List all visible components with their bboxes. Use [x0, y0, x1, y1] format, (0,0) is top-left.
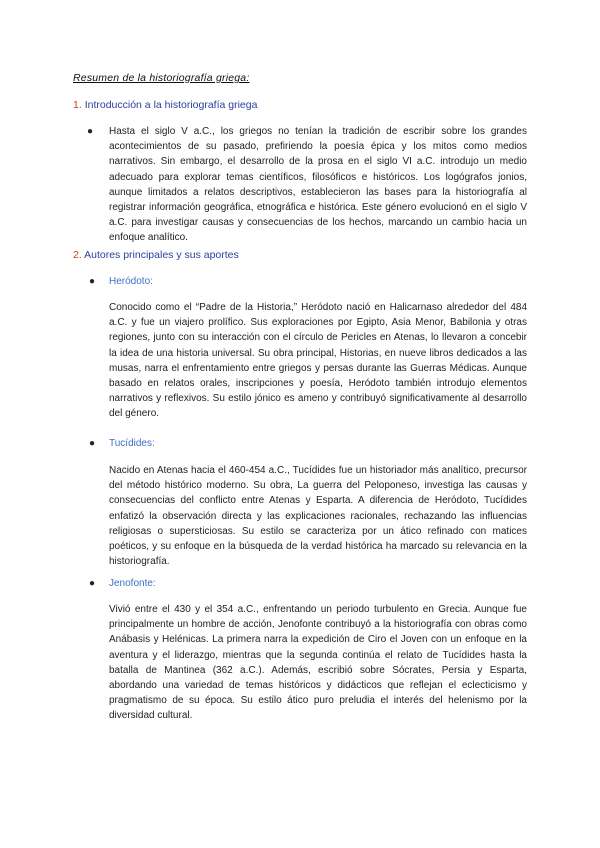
bullet-icon: ●: [89, 578, 96, 589]
author-paragraph-tucidides: Nacido en Atenas hacia el 460-454 a.C., Tucídides fue un historiador más analítico, precursor del método histórico moderno. Su obra, La guerra del Peloponeso, investiga las causas y consecuencias del conflicto entre Atenas y Esparta. A diferencia de Heródoto, Tucídides enfatizó la observación directa y las explicaciones racionales, rechazando las influencias religiosas o supersticiosas. Su estilo se caracteriza por un ático refinado con matices poéticos, y su enfoque en la búsqueda de la verdad histórica ha marcado su relevancia en la historiografía.: [109, 465, 527, 568]
author-name-tucidides: Tucídides:: [109, 438, 155, 449]
introduction-paragraph: Hasta el siglo V a.C., los griegos no tenían la tradición de escribir sobre los grandes acontecimientos de su pasado, prefiriendo la poesía épica y los mitos como medios narrativos. Sin embargo, el desarrollo de la prosa en el siglo VI a.C. introdujo un medio adecuado para explorar temas científicos, filosóficos e históricos. Los logógrafos jonios, aunque limitados a relatos descriptivos, establecieron las bases para la historiografía al registrar información geográfica, etnográfica e histórica. Este género evolucionó en el siglo V a.C. para investigar causas y consecuencias de los hechos, marcando un cambio hacia un enfoque analítico.: [109, 126, 527, 244]
section-heading-text: Introducción a la historiografía griega: [84, 99, 258, 111]
bullet-icon: ●: [89, 438, 96, 449]
section-heading-text: Autores principales y sus aportes: [84, 249, 239, 261]
bullet-icon: ●: [89, 276, 96, 287]
document-title: Resumen de la historiografía griega:: [73, 72, 250, 84]
author-paragraph-herodoto: Conocido como el “Padre de la Historia,” Heródoto nació en Halicarnaso alrededor del 484 a.C. y fue un viajero prolífico. Sus exploraciones por Egipto, Asia Menor, Babilonia y otras regiones, junto con su interacción con el círculo de Pericles en Atenas, lo llevaron a concebir la idea de una historia universal. Su obra principal, Historias, en nueve libros dedicados a las musas, narra el enfrentamiento entre griegos y persas durante las Guerras Médicas. Aunque basado en relatos orales, inscripciones y poesía, Heródoto también introdujo elementos narrativos y reflexivos. Su estilo jónico es ameno y contribuyó significativamente al desarrollo del género.: [109, 302, 527, 420]
section-heading-introduction: [73, 99, 257, 111]
author-name-jenofonte: Jenofonte:: [109, 578, 156, 589]
list-item-introduction: [87, 124, 527, 246]
author-paragraph-jenofonte: Vivió entre el 430 y el 354 a.C., enfrentando un periodo turbulento en Grecia. Aunque fue principalmente un hombre de acción, Jenofonte contribuyó a la historiografía con obras como Anábasis y Helénicas. La primera narra la expedición de Ciro el Joven con un enfoque en la aventura y el liderazgo, mientras que la segunda continúa el relato de Tucídides hasta la batalla de Mantinea (362 a.C.). Además, escribió sobre Sócrates, Persia y Esparta, abordando una variedad de temas históricos y didácticos que reflejan el eclecticismo y pragmatismo de su época. Su estilo ático puro preludia el interés del helenismo por la diversidad cultural.: [109, 604, 527, 722]
section-number: 1.: [73, 99, 82, 111]
section-number: 2.: [73, 249, 82, 261]
section-heading-authors: [73, 249, 239, 261]
bullet-icon: ●: [87, 126, 94, 137]
author-name-herodoto: Heródoto:: [109, 276, 153, 287]
